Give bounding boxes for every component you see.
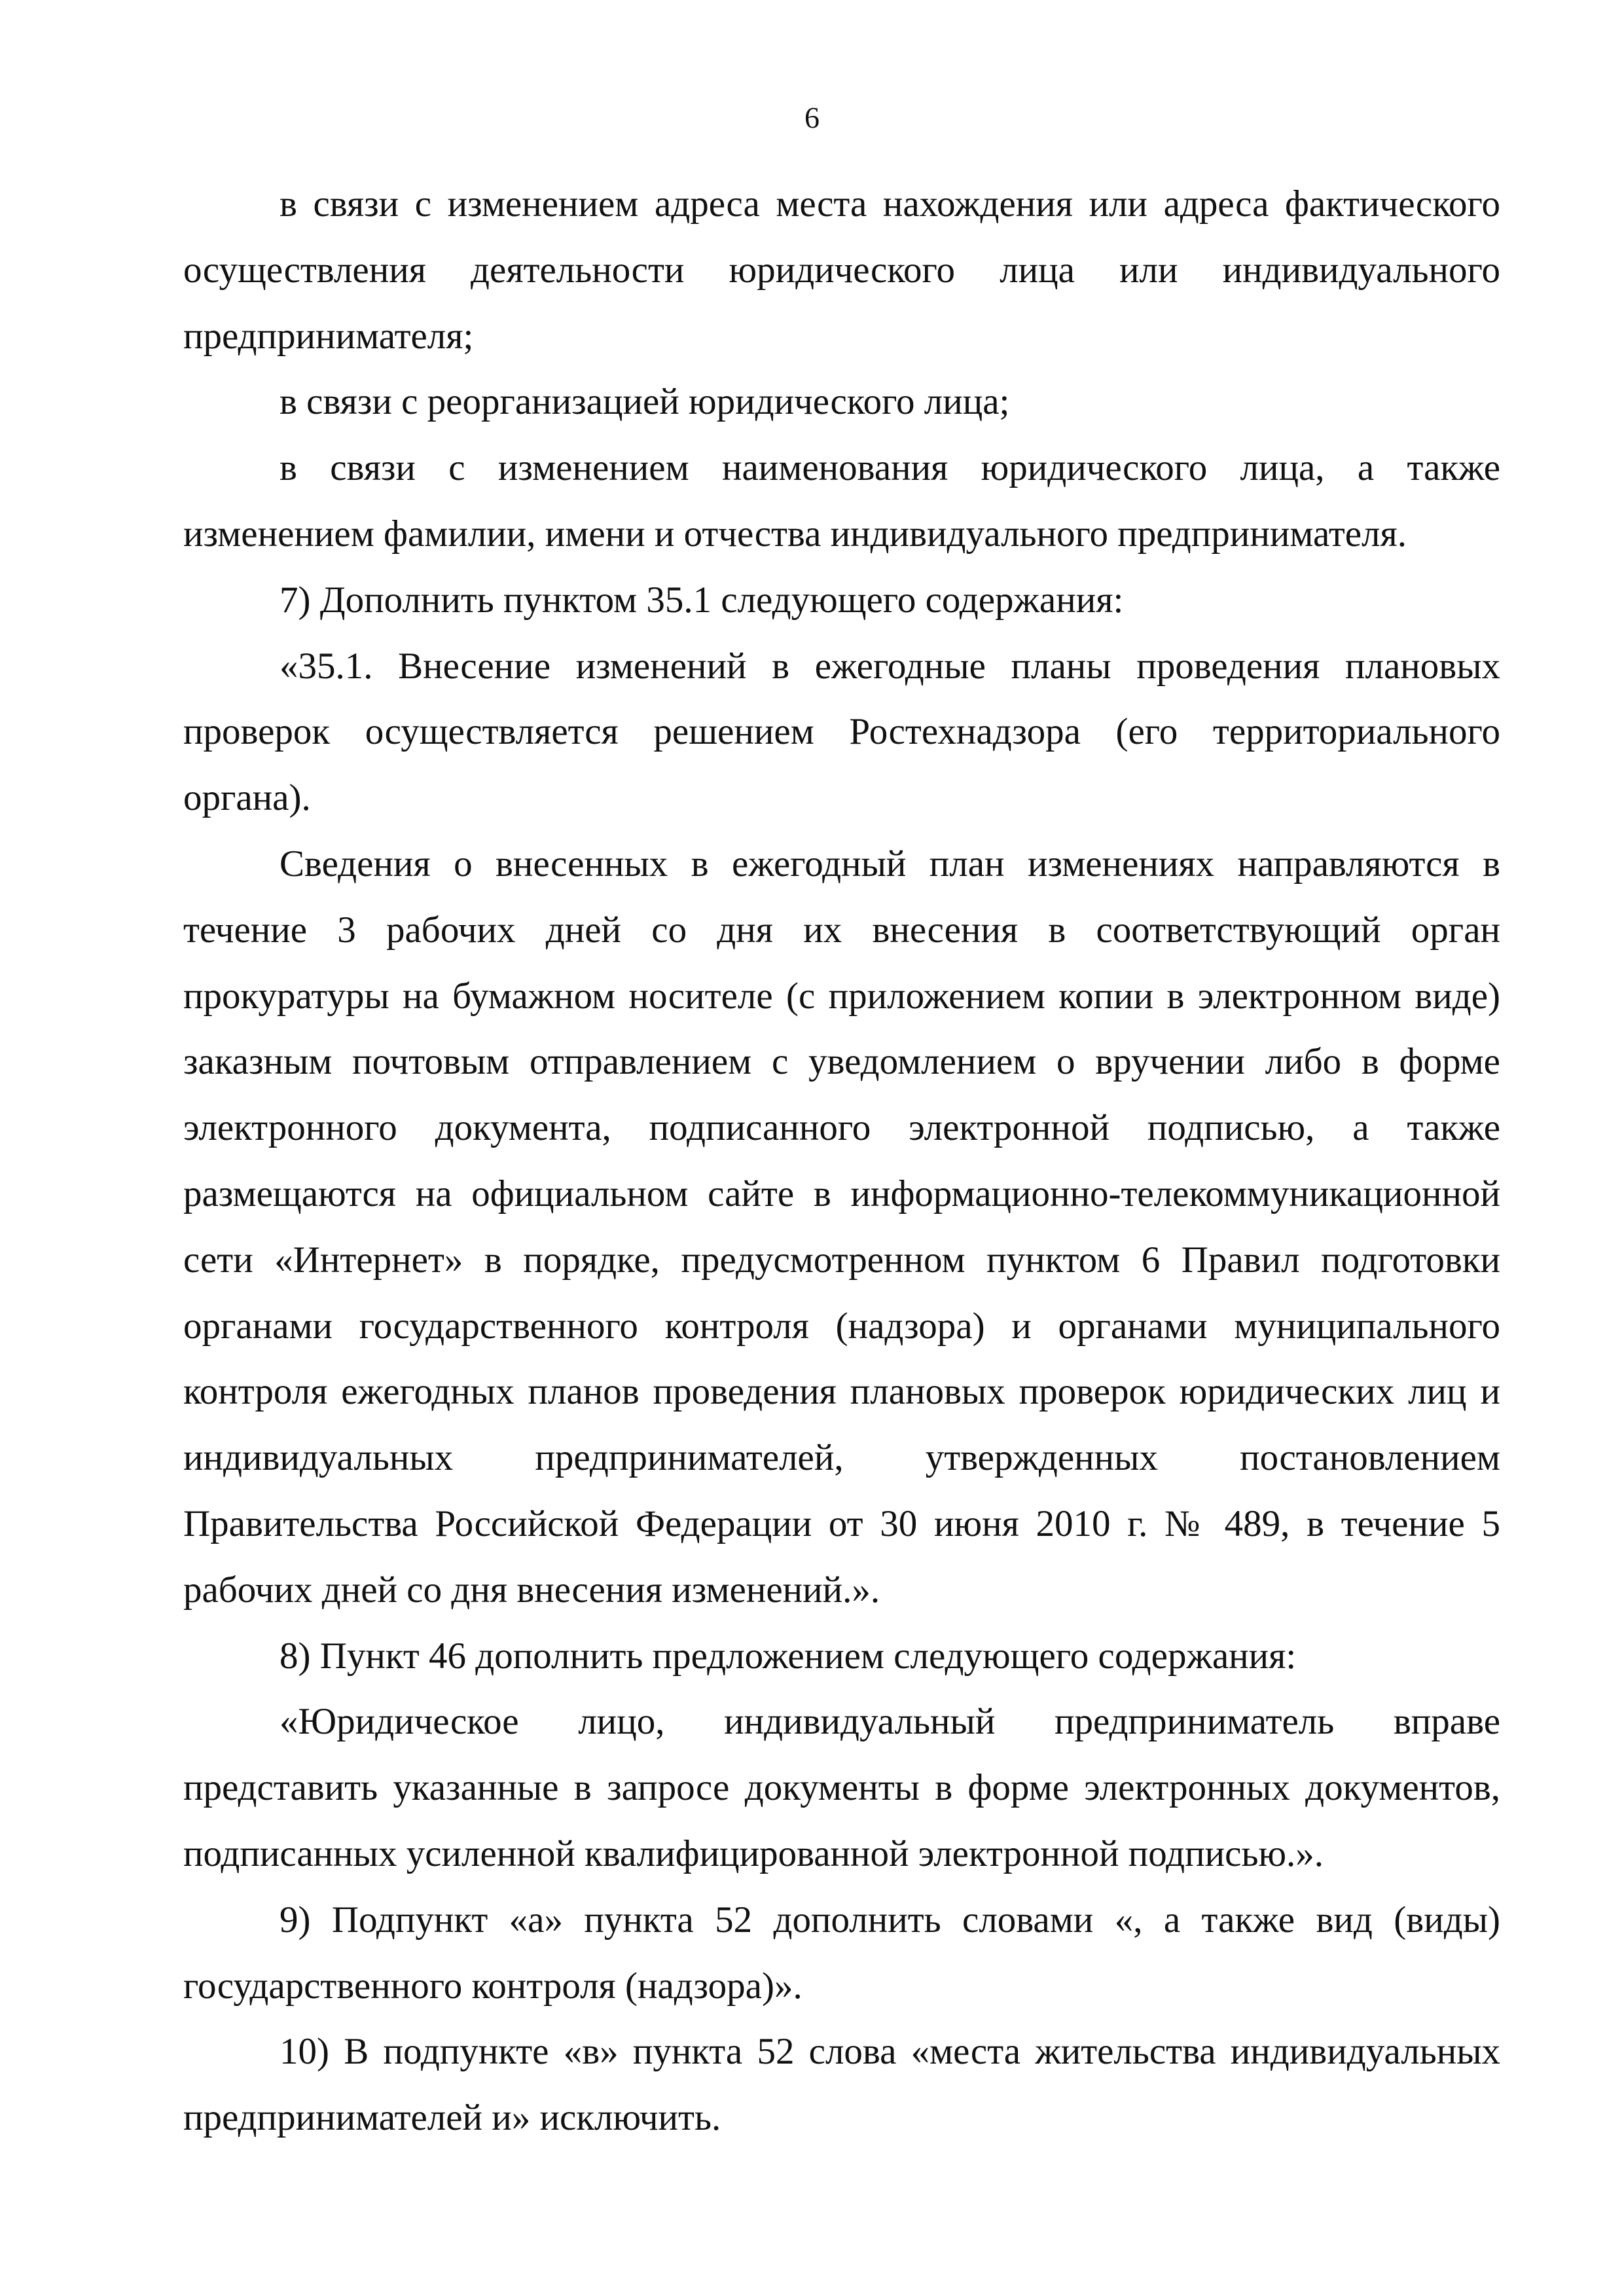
paragraph-address-change: в связи с изменением адреса места нахождения или адреса фактического осуществления деятельности юридического лица или индивидуального предпринимателя; — [183, 183, 1500, 357]
paragraph-legal-entity-right: «Юридическое лицо, индивидуальный предприниматель вправе представить указанные в запросе документы в форме электронных документов, подписанных усиленной квалифицированной электронной подписью.». — [183, 1701, 1500, 1874]
paragraph-name-change: в связи с изменением наименования юридического лица, а также изменением фамилии, имени и отчества индивидуального предпринимателя. — [183, 447, 1500, 555]
document-body — [183, 172, 1500, 2151]
page-number: 6 — [804, 101, 820, 134]
paragraph-item-8: 8) Пункт 46 дополнить предложением следующего содержания: — [280, 1635, 1297, 1677]
paragraph-item-10: 10) В подпункте «в» пункта 52 слова «места жительства индивидуальных предпринимателей и» исключить. — [183, 2031, 1500, 2139]
paragraph-item-9: 9) Подпункт «а» пункта 52 дополнить словами «, а также вид (виды) государственного контроля (надзора)». — [183, 1899, 1500, 2007]
paragraph-35-1: «35.1. Внесение изменений в ежегодные планы проведения плановых проверок осуществляется решением Ростехнадзора (его территориального органа). — [183, 645, 1500, 819]
paragraph-item-7: 7) Дополнить пунктом 35.1 следующего содержания: — [280, 579, 1124, 621]
paragraph-reorganization: в связи с реорганизацией юридического лица; — [280, 381, 1010, 423]
paragraph-information-on-changes: Сведения о внесенных в ежегодный план изменениях направляются в течение 3 рабочих дней со дня их внесения в соответствующий орган прокуратуры на бумажном носителе (с приложением копии в электронном виде) заказным почтовым отправлением с уведомлением о вручении либо в форме электронного документа, подписанного электронной подписью, а также размещаются на официальном сайте в информационно-телекоммуникационной сети «Интернет» в порядке, предусмотренном пунктом 6 Правил подготовки органами государственного контроля (надзора) и органами муниципального контроля ежегодных планов проведения плановых проверок юридических лиц и индивидуальных предпринимателей, утвержденных постановлением Правительства Российской Федерации от 30 июня 2010 г. № 489, в течение 5 рабочих дней со дня внесения изменений.». — [183, 843, 1500, 1611]
